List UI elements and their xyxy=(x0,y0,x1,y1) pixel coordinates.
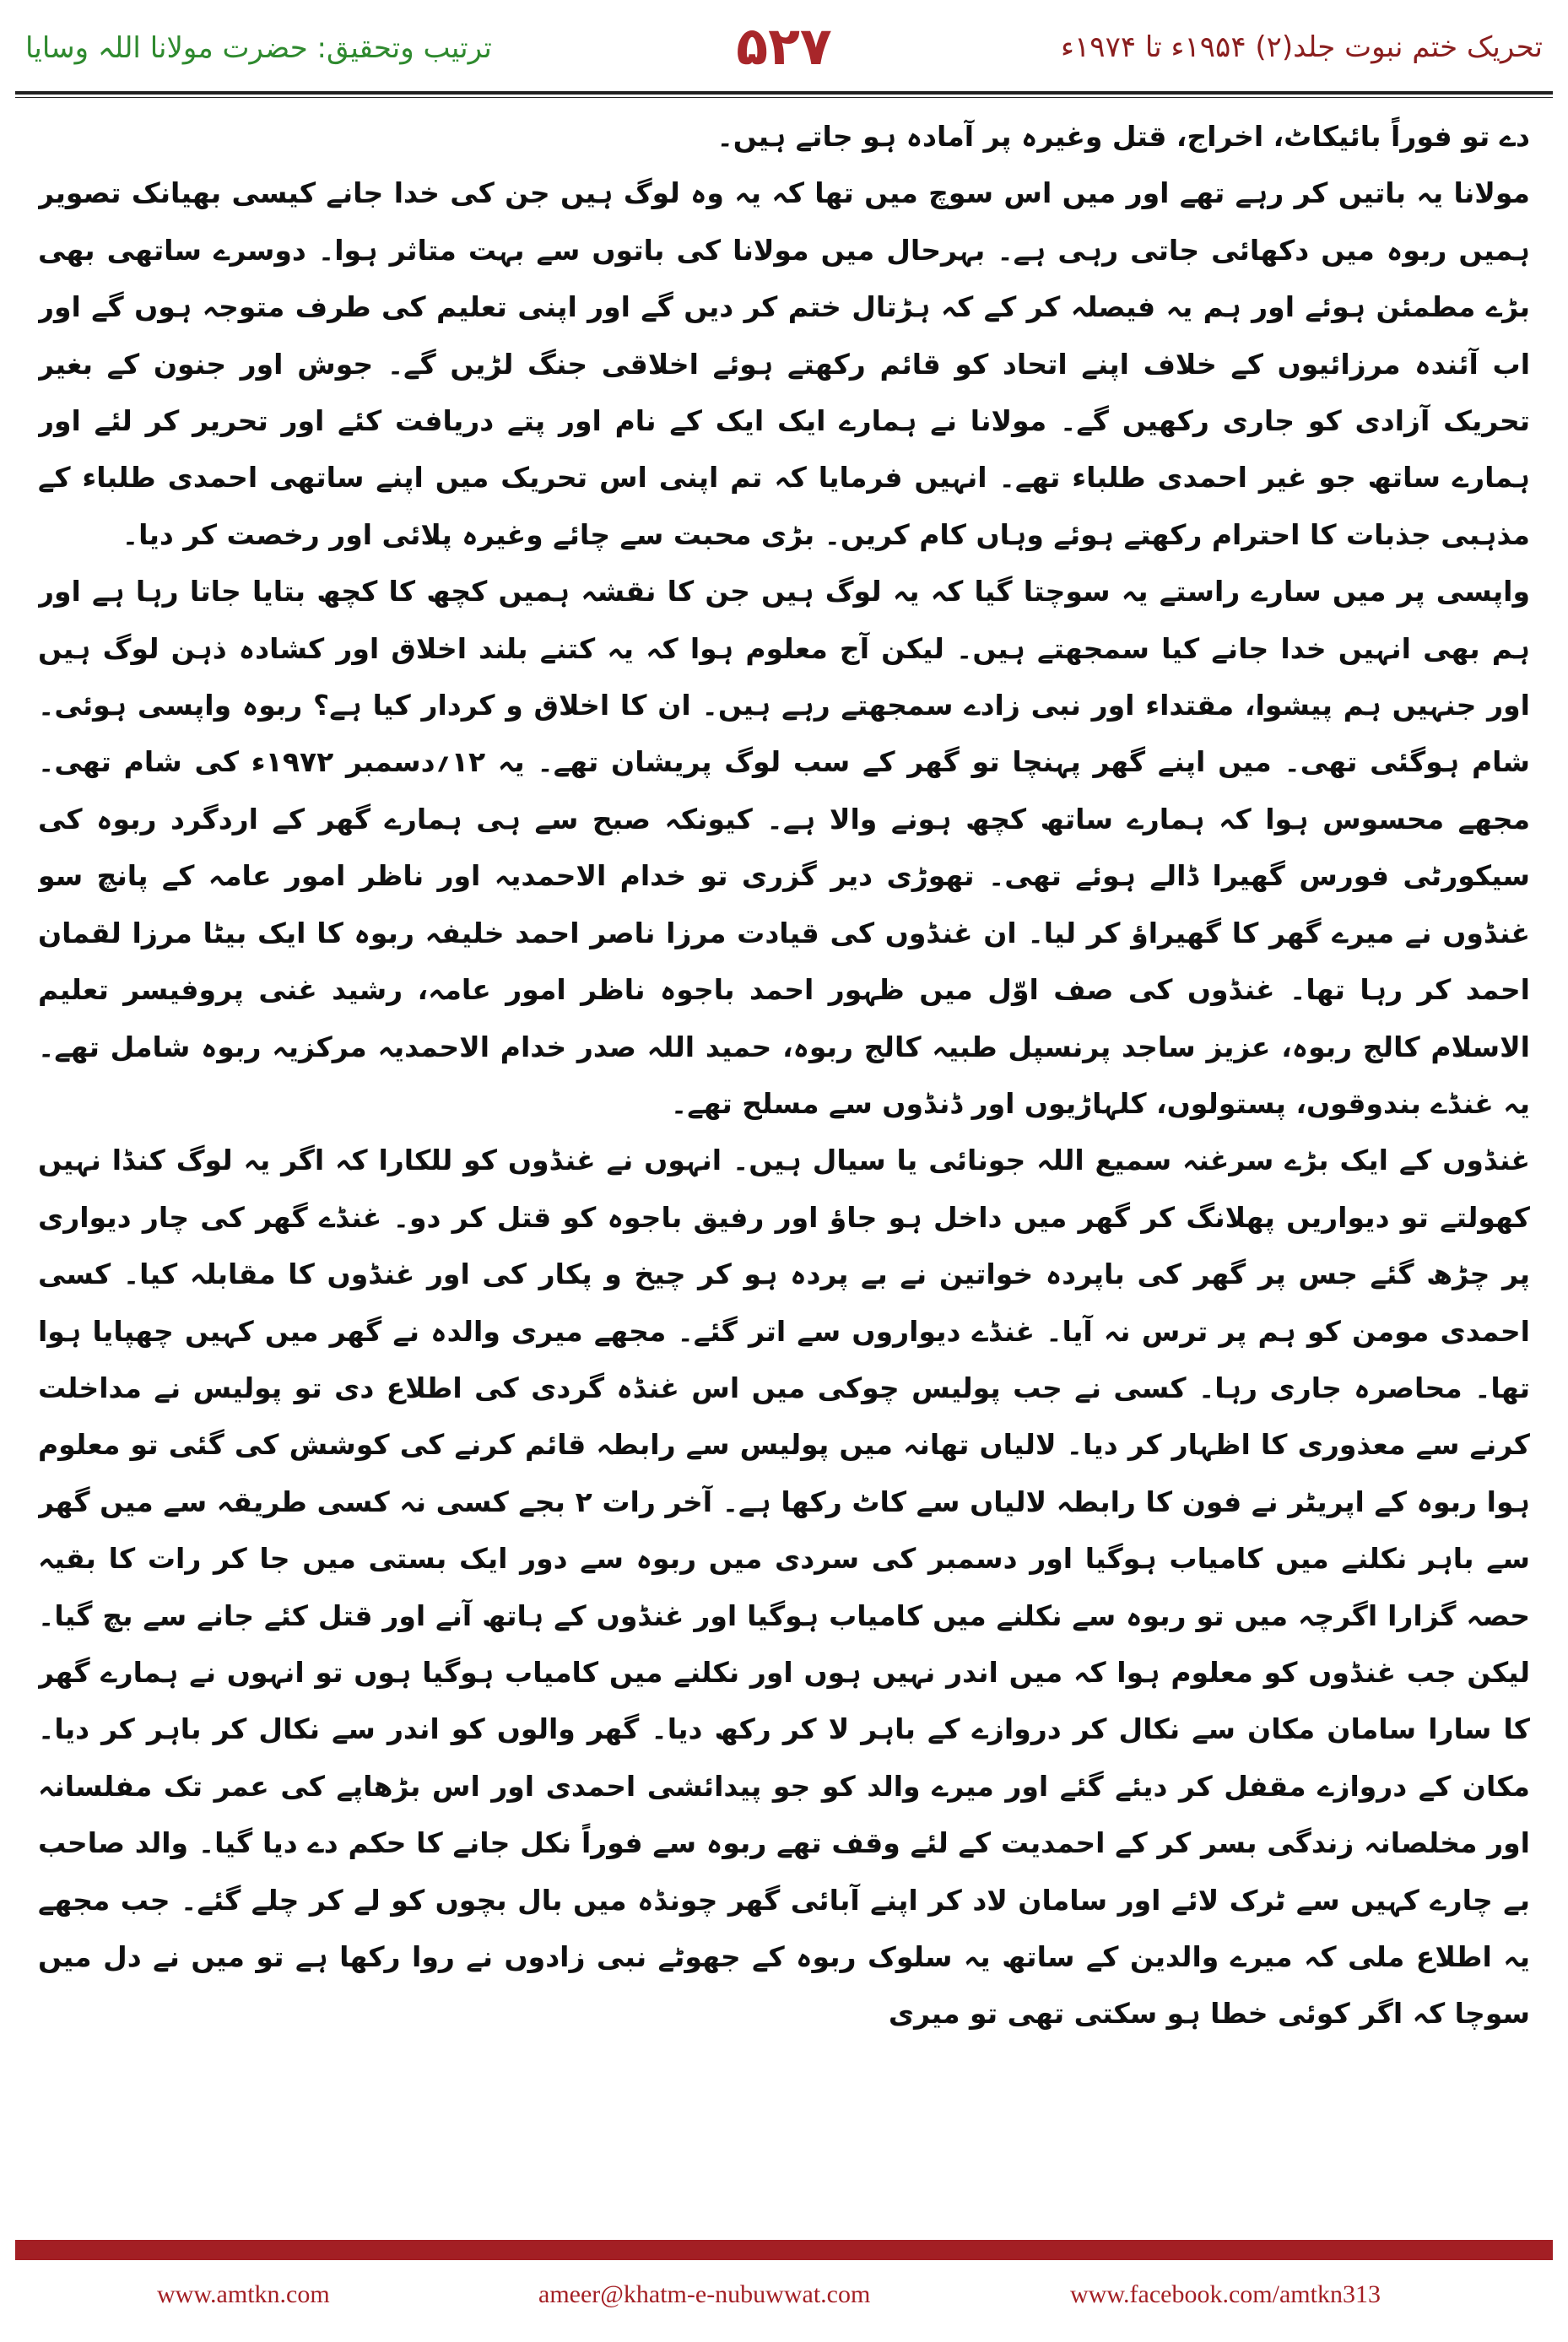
page-number: ۵۲۷ xyxy=(736,15,832,77)
page-body xyxy=(38,108,1530,2193)
page-header xyxy=(0,0,1568,84)
paragraph: دے تو فوراً بائیکاٹ، اخراج، قتل وغیرہ پر آمادہ ہو جاتے ہیں۔ xyxy=(716,120,1530,153)
header-compiler-credit: ترتیب وتحقیق: حضرت مولانا اللہ وسایا xyxy=(25,31,492,65)
paragraph: مولانا یہ باتیں کر رہے تھے اور میں اس سوچ میں تھا کہ یہ وہ لوگ ہیں جن کی خدا جانے کیسی بھیانک تصویر ہمیں ربوہ میں دکھائی جاتی رہی ہے۔ بہرحال میں مولانا کی باتوں سے بہت متاثر ہوا۔ دوسرے ساتھی بھی بڑے مطمئن ہوئے اور ہم یہ فیصلہ کر کے کہ ہڑتال ختم کر دیں گے اور اپنی تعلیم کی طرف متوجہ ہوں گے اور اب آئندہ مرزائیوں کے خلاف اپنے اتحاد کو قائم رکھتے ہوئے اخلاقی جنگ لڑیں گے۔ جوش اور جنون کے بغیر تحریک آزادی کو جاری رکھیں گے۔ مولانا نے ہمارے ایک ایک کے نام اور پتے دریافت کئے اور تحریر کر لئے اور ہمارے ساتھ جو غیر احمدی طلباء تھے۔ انہیں فرمایا کہ تم اپنی اس تحریک میں اپنے ساتھی احمدی طلباء کے مذہبی جذبات کا احترام رکھتے ہوئے وہاں کام کریں۔ بڑی محبت سے چائے وغیرہ پلائی اور رخصت کر دیا۔ xyxy=(38,176,1530,551)
paragraph: واپسی پر میں سارے راستے یہ سوچتا گیا کہ یہ لوگ ہیں جن کا نقشہ ہمیں کچھ کا کچھ بتایا جاتا رہا ہے اور ہم بھی انہیں خدا جانے کیا سمجھتے ہیں۔ لیکن آج معلوم ہوا کہ یہ کتنے بلند اخلاق اور کشادہ ذہن لوگ ہیں اور جنہیں ہم پیشوا، مقتداء اور نبی زادے سمجھتے رہے ہیں۔ ان کا اخلاق و کردار کیا ہے؟ ربوہ واپسی ہوئی۔ شام ہوگئی تھی۔ میں اپنے گھر پہنچا تو گھر کے سب لوگ پریشان تھے۔ یہ ۱۲؍دسمبر ۱۹۷۲ء کی شام تھی۔ مجھے محسوس ہوا کہ ہمارے ساتھ کچھ ہونے والا ہے۔ کیونکہ صبح سے ہی ہمارے گھر کے اردگرد ربوہ کی سیکورٹی فورس گھیرا ڈالے ہوئے تھی۔ تھوڑی دیر گزری تو خدام الاحمدیہ اور ناظر امور عامہ کے پانچ سو غنڈوں نے میرے گھر کا گھیراؤ کر لیا۔ ان غنڈوں کی قیادت مرزا ناصر احمد خلیفہ ربوہ کا ایک بیٹا مرزا لقمان احمد کر رہا تھا۔ غنڈوں کی صف اوّل میں ظہور احمد باجوہ ناظر امور عامہ، رشید غنی پروفیسر تعلیم الاسلام کالج ربوہ، عزیز ساجد پرنسپل طبیہ کالج ربوہ، حمید اللہ صدر خدام الاحمدیہ مرکزیہ ربوہ شامل تھے۔ یہ غنڈے بندوقوں، پستولوں، کلہاڑیوں اور ڈنڈوں سے مسلح تھے۔ xyxy=(38,575,1530,1120)
header-divider-thick xyxy=(15,91,1553,95)
footer-email-link[interactable]: ameer@khatm-e-nubuwwat.com xyxy=(538,2280,871,2308)
header-divider-thin xyxy=(15,97,1553,98)
footer-bar xyxy=(15,2240,1553,2260)
paragraph: غنڈوں کے ایک بڑے سرغنہ سمیع اللہ جونائی یا سیال ہیں۔ انہوں نے غنڈوں کو للکارا کہ اگر یہ لوگ کنڈا نہیں کھولتے تو دیواریں پھلانگ کر گھر میں داخل ہو جاؤ اور رفیق باجوہ کو قتل کر دو۔ غنڈے گھر کی چار دیواری پر چڑھ گئے جس پر گھر کی باپردہ خواتین نے بے پردہ ہو کر چیخ و پکار کی اور غنڈوں کا مقابلہ کیا۔ کسی احمدی مومن کو ہم پر ترس نہ آیا۔ غنڈے دیواروں سے اتر گئے۔ مجھے میری والدہ نے گھر میں کہیں چھپایا ہوا تھا۔ محاصرہ جاری رہا۔ کسی نے جب پولیس چوکی میں اس غنڈہ گردی کی اطلاع دی تو پولیس نے مداخلت کرنے سے معذوری کا اظہار کر دیا۔ لالیاں تھانہ میں پولیس سے رابطہ قائم کرنے کی کوشش کی گئی تو معلوم ہوا ربوہ کے اپریٹر نے فون کا رابطہ لالیاں سے کاٹ رکھا ہے۔ آخر رات ۲ بجے کسی نہ کسی طریقہ سے میں گھر سے باہر نکلنے میں کامیاب ہوگیا اور دسمبر کی سردی میں ربوہ سے دور ایک بستی میں جا کر رات کا بقیہ حصہ گزارا اگرچہ میں تو ربوہ سے نکلنے میں کامیاب ہوگیا اور غنڈوں کے ہاتھ آنے اور قتل کئے جانے سے بچ گیا۔ لیکن جب غنڈوں کو معلوم ہوا کہ میں اندر نہیں ہوں اور نکلنے میں کامیاب ہوگیا ہوں تو انہوں نے ہمارے گھر کا سارا سامان مکان سے نکال کر دروازے کے باہر لا کر رکھ دیا۔ گھر والوں کو اندر سے نکال کر باہر کر دیا۔ مکان کے دروازے مقفل کر دیئے گئے اور میرے والد کو جو پیدائشی احمدی اور اس بڑھاپے کی عمر تک مفلسانہ اور مخلصانہ زندگی بسر کر کے احمدیت کے لئے وقف تھے ربوہ سے فوراً نکل جانے کا حکم دے دیا گیا۔ والد صاحب بے چارے کہیں سے ٹرک لائے اور سامان لاد کر اپنے آبائی گھر چونڈہ میں بال بچوں کو لے کر چلے گئے۔ جب مجھے یہ اطلاع ملی کہ میرے والدین کے ساتھ یہ سلوک ربوہ کے جھوٹے نبی زادوں نے روا رکھا ہے تو میں نے دل میں سوچا کہ اگر کوئی خطا ہو سکتی تھی تو میری xyxy=(38,1144,1530,2031)
header-book-title: تحریک ختم نبوت جلد(۲) ۱۹۵۴ء تا ۱۹۷۴ء xyxy=(1061,30,1543,64)
footer-links xyxy=(15,2280,1553,2318)
footer-facebook-link[interactable]: www.facebook.com/amtkn313 xyxy=(1070,2280,1381,2308)
footer-website-link[interactable]: www.amtkn.com xyxy=(157,2280,330,2308)
